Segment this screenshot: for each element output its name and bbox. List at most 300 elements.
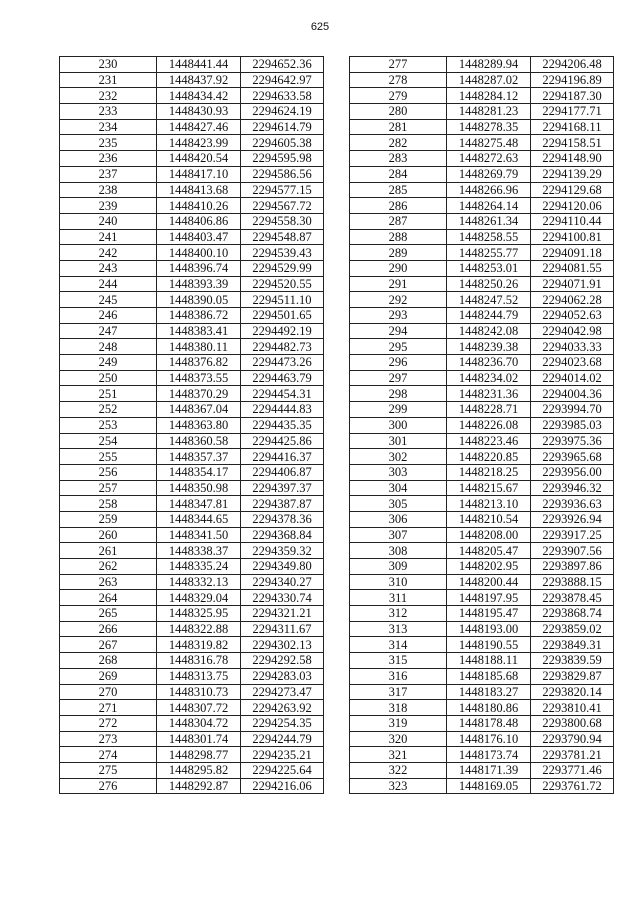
y-coordinate-cell: 2294302.13 (241, 637, 324, 653)
y-coordinate-cell: 2294548.87 (241, 229, 324, 245)
table-row (350, 464, 614, 480)
x-coordinate-cell: 1448210.54 (447, 511, 531, 527)
point-number-cell: 262 (60, 559, 157, 575)
point-number-cell: 305 (350, 496, 447, 512)
y-coordinate-cell: 2294244.79 (241, 731, 324, 747)
x-coordinate-cell: 1448188.11 (447, 653, 531, 669)
y-coordinate-cell: 2293888.15 (531, 574, 614, 590)
x-coordinate-cell: 1448434.42 (157, 88, 241, 104)
point-number-cell: 266 (60, 621, 157, 637)
table-row (350, 213, 614, 229)
x-coordinate-cell: 1448264.14 (447, 198, 531, 214)
y-coordinate-cell: 2294595.98 (241, 151, 324, 167)
point-number-cell: 265 (60, 606, 157, 622)
y-coordinate-cell: 2293956.00 (531, 464, 614, 480)
x-coordinate-cell: 1448197.95 (447, 590, 531, 606)
table-row (60, 135, 324, 151)
table-row (350, 308, 614, 324)
x-coordinate-cell: 1448322.88 (157, 621, 241, 637)
y-coordinate-cell: 2293761.72 (531, 778, 614, 794)
y-coordinate-cell: 2294235.21 (241, 747, 324, 763)
table-row (60, 700, 324, 716)
y-coordinate-cell: 2294633.58 (241, 88, 324, 104)
point-number-cell: 323 (350, 778, 447, 794)
point-number-cell: 290 (350, 260, 447, 276)
table-row (350, 370, 614, 386)
table-row (350, 668, 614, 684)
x-coordinate-cell: 1448253.01 (447, 260, 531, 276)
point-number-cell: 234 (60, 119, 157, 135)
table-row (350, 606, 614, 622)
y-coordinate-cell: 2294586.56 (241, 166, 324, 182)
x-coordinate-cell: 1448193.00 (447, 621, 531, 637)
x-coordinate-cell: 1448304.72 (157, 715, 241, 731)
y-coordinate-cell: 2294110.44 (531, 213, 614, 229)
y-coordinate-cell: 2294292.58 (241, 653, 324, 669)
y-coordinate-cell: 2294529.99 (241, 260, 324, 276)
table-row (350, 715, 614, 731)
x-coordinate-cell: 1448307.72 (157, 700, 241, 716)
x-coordinate-cell: 1448301.74 (157, 731, 241, 747)
y-coordinate-cell: 2294463.79 (241, 370, 324, 386)
y-coordinate-cell: 2293800.68 (531, 715, 614, 731)
y-coordinate-cell: 2294359.32 (241, 543, 324, 559)
point-number-cell: 231 (60, 72, 157, 88)
table-row (60, 574, 324, 590)
table-row (350, 417, 614, 433)
y-coordinate-cell: 2294177.71 (531, 104, 614, 120)
point-number-cell: 264 (60, 590, 157, 606)
x-coordinate-cell: 1448287.02 (447, 72, 531, 88)
point-number-cell: 277 (350, 57, 447, 73)
point-number-cell: 318 (350, 700, 447, 716)
y-coordinate-cell: 2294158.51 (531, 135, 614, 151)
x-coordinate-cell: 1448292.87 (157, 778, 241, 794)
y-coordinate-cell: 2294387.87 (241, 496, 324, 512)
x-coordinate-cell: 1448316.78 (157, 653, 241, 669)
table-row (350, 166, 614, 182)
table-row (350, 590, 614, 606)
point-number-cell: 248 (60, 339, 157, 355)
y-coordinate-cell: 2293781.21 (531, 747, 614, 763)
table-row (350, 119, 614, 135)
table-row (60, 684, 324, 700)
table-row (350, 762, 614, 778)
y-coordinate-cell: 2293975.36 (531, 433, 614, 449)
y-coordinate-cell: 2294254.35 (241, 715, 324, 731)
y-coordinate-cell: 2294605.38 (241, 135, 324, 151)
x-coordinate-cell: 1448441.44 (157, 57, 241, 73)
x-coordinate-cell: 1448310.73 (157, 684, 241, 700)
x-coordinate-cell: 1448427.46 (157, 119, 241, 135)
table-row (350, 182, 614, 198)
point-number-cell: 312 (350, 606, 447, 622)
table-row (60, 198, 324, 214)
y-coordinate-cell: 2294368.84 (241, 527, 324, 543)
x-coordinate-cell: 1448200.44 (447, 574, 531, 590)
x-coordinate-cell: 1448357.37 (157, 449, 241, 465)
y-coordinate-cell: 2293771.46 (531, 762, 614, 778)
y-coordinate-cell: 2293810.41 (531, 700, 614, 716)
table-row (350, 480, 614, 496)
point-number-cell: 261 (60, 543, 157, 559)
y-coordinate-cell: 2294614.79 (241, 119, 324, 135)
y-coordinate-cell: 2294129.68 (531, 182, 614, 198)
y-coordinate-cell: 2294120.06 (531, 198, 614, 214)
table-row (350, 151, 614, 167)
x-coordinate-cell: 1448208.00 (447, 527, 531, 543)
x-coordinate-cell: 1448215.67 (447, 480, 531, 496)
table-body (350, 57, 614, 794)
y-coordinate-cell: 2293965.68 (531, 449, 614, 465)
point-number-cell: 320 (350, 731, 447, 747)
point-number-cell: 282 (350, 135, 447, 151)
y-coordinate-cell: 2294100.81 (531, 229, 614, 245)
x-coordinate-cell: 1448400.10 (157, 245, 241, 261)
table-row (350, 433, 614, 449)
x-coordinate-cell: 1448173.74 (447, 747, 531, 763)
x-coordinate-cell: 1448370.29 (157, 386, 241, 402)
y-coordinate-cell: 2294033.33 (531, 339, 614, 355)
x-coordinate-cell: 1448413.68 (157, 182, 241, 198)
table-row (350, 386, 614, 402)
x-coordinate-cell: 1448275.48 (447, 135, 531, 151)
y-coordinate-cell: 2293878.45 (531, 590, 614, 606)
table-row (350, 700, 614, 716)
table-row (350, 135, 614, 151)
point-number-cell: 245 (60, 292, 157, 308)
point-number-cell: 319 (350, 715, 447, 731)
point-number-cell: 279 (350, 88, 447, 104)
point-number-cell: 289 (350, 245, 447, 261)
y-coordinate-cell: 2294148.90 (531, 151, 614, 167)
point-number-cell: 299 (350, 402, 447, 418)
point-number-cell: 308 (350, 543, 447, 559)
table-row (60, 323, 324, 339)
table-row (60, 276, 324, 292)
table-row (60, 386, 324, 402)
point-number-cell: 274 (60, 747, 157, 763)
y-coordinate-cell: 2294225.64 (241, 762, 324, 778)
x-coordinate-cell: 1448417.10 (157, 166, 241, 182)
x-coordinate-cell: 1448406.86 (157, 213, 241, 229)
table-row (60, 762, 324, 778)
y-coordinate-cell: 2293868.74 (531, 606, 614, 622)
x-coordinate-cell: 1448295.82 (157, 762, 241, 778)
point-number-cell: 254 (60, 433, 157, 449)
x-coordinate-cell: 1448236.70 (447, 355, 531, 371)
x-coordinate-cell: 1448420.54 (157, 151, 241, 167)
table-row (350, 260, 614, 276)
point-number-cell: 314 (350, 637, 447, 653)
coordinates-table-left (59, 56, 324, 794)
table-row (60, 511, 324, 527)
x-coordinate-cell: 1448430.93 (157, 104, 241, 120)
x-coordinate-cell: 1448247.52 (447, 292, 531, 308)
table-row (60, 72, 324, 88)
point-number-cell: 310 (350, 574, 447, 590)
point-number-cell: 269 (60, 668, 157, 684)
table-row (60, 308, 324, 324)
point-number-cell: 309 (350, 559, 447, 575)
y-coordinate-cell: 2294652.36 (241, 57, 324, 73)
table-row (60, 88, 324, 104)
point-number-cell: 286 (350, 198, 447, 214)
y-coordinate-cell: 2293859.02 (531, 621, 614, 637)
x-coordinate-cell: 1448261.34 (447, 213, 531, 229)
point-number-cell: 256 (60, 464, 157, 480)
y-coordinate-cell: 2294196.89 (531, 72, 614, 88)
point-number-cell: 250 (60, 370, 157, 386)
table-row (60, 339, 324, 355)
x-coordinate-cell: 1448386.72 (157, 308, 241, 324)
point-number-cell: 275 (60, 762, 157, 778)
table-row (60, 433, 324, 449)
point-number-cell: 322 (350, 762, 447, 778)
table-row (350, 355, 614, 371)
x-coordinate-cell: 1448231.36 (447, 386, 531, 402)
y-coordinate-cell: 2293820.14 (531, 684, 614, 700)
x-coordinate-cell: 1448289.94 (447, 57, 531, 73)
x-coordinate-cell: 1448169.05 (447, 778, 531, 794)
table-row (60, 527, 324, 543)
table-row (60, 543, 324, 559)
table-row (350, 511, 614, 527)
x-coordinate-cell: 1448205.47 (447, 543, 531, 559)
point-number-cell: 271 (60, 700, 157, 716)
point-number-cell: 242 (60, 245, 157, 261)
x-coordinate-cell: 1448390.05 (157, 292, 241, 308)
y-coordinate-cell: 2294406.87 (241, 464, 324, 480)
x-coordinate-cell: 1448376.82 (157, 355, 241, 371)
point-number-cell: 233 (60, 104, 157, 120)
x-coordinate-cell: 1448178.48 (447, 715, 531, 731)
point-number-cell: 301 (350, 433, 447, 449)
point-number-cell: 246 (60, 308, 157, 324)
x-coordinate-cell: 1448437.92 (157, 72, 241, 88)
point-number-cell: 273 (60, 731, 157, 747)
x-coordinate-cell: 1448234.02 (447, 370, 531, 386)
point-number-cell: 317 (350, 684, 447, 700)
point-number-cell: 244 (60, 276, 157, 292)
point-number-cell: 270 (60, 684, 157, 700)
x-coordinate-cell: 1448396.74 (157, 260, 241, 276)
y-coordinate-cell: 2293829.87 (531, 668, 614, 684)
y-coordinate-cell: 2294071.91 (531, 276, 614, 292)
y-coordinate-cell: 2294642.97 (241, 72, 324, 88)
table-row (60, 57, 324, 73)
table-row (60, 653, 324, 669)
y-coordinate-cell: 2294349.80 (241, 559, 324, 575)
point-number-cell: 240 (60, 213, 157, 229)
table-row (60, 778, 324, 794)
point-number-cell: 267 (60, 637, 157, 653)
x-coordinate-cell: 1448171.39 (447, 762, 531, 778)
table-row (350, 449, 614, 465)
point-number-cell: 307 (350, 527, 447, 543)
table-row (60, 245, 324, 261)
y-coordinate-cell: 2294062.28 (531, 292, 614, 308)
table-row (350, 402, 614, 418)
y-coordinate-cell: 2294577.15 (241, 182, 324, 198)
y-coordinate-cell: 2294520.55 (241, 276, 324, 292)
table-row (60, 496, 324, 512)
point-number-cell: 247 (60, 323, 157, 339)
table-row (350, 104, 614, 120)
table-row (60, 590, 324, 606)
y-coordinate-cell: 2294501.65 (241, 308, 324, 324)
y-coordinate-cell: 2294397.37 (241, 480, 324, 496)
point-number-cell: 268 (60, 653, 157, 669)
point-number-cell: 252 (60, 402, 157, 418)
y-coordinate-cell: 2294330.74 (241, 590, 324, 606)
point-number-cell: 297 (350, 370, 447, 386)
x-coordinate-cell: 1448281.23 (447, 104, 531, 120)
table-row (350, 72, 614, 88)
y-coordinate-cell: 2294091.18 (531, 245, 614, 261)
y-coordinate-cell: 2293917.25 (531, 527, 614, 543)
table-row (350, 559, 614, 575)
table-row (60, 715, 324, 731)
x-coordinate-cell: 1448350.98 (157, 480, 241, 496)
point-number-cell: 295 (350, 339, 447, 355)
point-number-cell: 285 (350, 182, 447, 198)
point-number-cell: 243 (60, 260, 157, 276)
y-coordinate-cell: 2294340.27 (241, 574, 324, 590)
table-row (60, 370, 324, 386)
x-coordinate-cell: 1448244.79 (447, 308, 531, 324)
x-coordinate-cell: 1448373.55 (157, 370, 241, 386)
x-coordinate-cell: 1448190.55 (447, 637, 531, 653)
y-coordinate-cell: 2293790.94 (531, 731, 614, 747)
x-coordinate-cell: 1448298.77 (157, 747, 241, 763)
y-coordinate-cell: 2293994.70 (531, 402, 614, 418)
y-coordinate-cell: 2294216.06 (241, 778, 324, 794)
x-coordinate-cell: 1448393.39 (157, 276, 241, 292)
y-coordinate-cell: 2293907.56 (531, 543, 614, 559)
table-row (60, 480, 324, 496)
y-coordinate-cell: 2294321.21 (241, 606, 324, 622)
point-number-cell: 283 (350, 151, 447, 167)
table-row (60, 213, 324, 229)
x-coordinate-cell: 1448313.75 (157, 668, 241, 684)
point-number-cell: 235 (60, 135, 157, 151)
table-row (60, 731, 324, 747)
y-coordinate-cell: 2294444.83 (241, 402, 324, 418)
y-coordinate-cell: 2294273.47 (241, 684, 324, 700)
table-row (60, 559, 324, 575)
x-coordinate-cell: 1448329.04 (157, 590, 241, 606)
point-number-cell: 237 (60, 166, 157, 182)
x-coordinate-cell: 1448354.17 (157, 464, 241, 480)
y-coordinate-cell: 2294435.35 (241, 417, 324, 433)
x-coordinate-cell: 1448338.37 (157, 543, 241, 559)
y-coordinate-cell: 2294482.73 (241, 339, 324, 355)
y-coordinate-cell: 2294492.19 (241, 323, 324, 339)
y-coordinate-cell: 2294539.43 (241, 245, 324, 261)
y-coordinate-cell: 2294139.29 (531, 166, 614, 182)
table-row (60, 747, 324, 763)
table-row (60, 637, 324, 653)
point-number-cell: 278 (350, 72, 447, 88)
table-row (350, 543, 614, 559)
y-coordinate-cell: 2294378.36 (241, 511, 324, 527)
x-coordinate-cell: 1448363.80 (157, 417, 241, 433)
point-number-cell: 294 (350, 323, 447, 339)
x-coordinate-cell: 1448383.41 (157, 323, 241, 339)
x-coordinate-cell: 1448269.79 (447, 166, 531, 182)
table-row (60, 606, 324, 622)
table-row (60, 151, 324, 167)
point-number-cell: 255 (60, 449, 157, 465)
point-number-cell: 311 (350, 590, 447, 606)
x-coordinate-cell: 1448195.47 (447, 606, 531, 622)
point-number-cell: 272 (60, 715, 157, 731)
y-coordinate-cell: 2294014.02 (531, 370, 614, 386)
table-row (350, 496, 614, 512)
table-row (60, 182, 324, 198)
y-coordinate-cell: 2294511.10 (241, 292, 324, 308)
point-number-cell: 258 (60, 496, 157, 512)
table-row (60, 292, 324, 308)
table-row (350, 57, 614, 73)
x-coordinate-cell: 1448332.13 (157, 574, 241, 590)
x-coordinate-cell: 1448360.58 (157, 433, 241, 449)
x-coordinate-cell: 1448180.86 (447, 700, 531, 716)
point-number-cell: 287 (350, 213, 447, 229)
x-coordinate-cell: 1448226.08 (447, 417, 531, 433)
x-coordinate-cell: 1448213.10 (447, 496, 531, 512)
table-row (60, 621, 324, 637)
table-row (350, 245, 614, 261)
table-body (60, 57, 324, 794)
x-coordinate-cell: 1448250.26 (447, 276, 531, 292)
table-row (60, 166, 324, 182)
x-coordinate-cell: 1448341.50 (157, 527, 241, 543)
table-row (350, 621, 614, 637)
x-coordinate-cell: 1448367.04 (157, 402, 241, 418)
point-number-cell: 263 (60, 574, 157, 590)
y-coordinate-cell: 2294263.92 (241, 700, 324, 716)
point-number-cell: 239 (60, 198, 157, 214)
point-number-cell: 306 (350, 511, 447, 527)
y-coordinate-cell: 2293946.32 (531, 480, 614, 496)
x-coordinate-cell: 1448223.46 (447, 433, 531, 449)
table-row (350, 527, 614, 543)
x-coordinate-cell: 1448176.10 (447, 731, 531, 747)
page-number: 625 (310, 21, 330, 33)
table-row (350, 731, 614, 747)
point-number-cell: 300 (350, 417, 447, 433)
table-row (60, 402, 324, 418)
point-number-cell: 288 (350, 229, 447, 245)
point-number-cell: 291 (350, 276, 447, 292)
y-coordinate-cell: 2293936.63 (531, 496, 614, 512)
point-number-cell: 292 (350, 292, 447, 308)
x-coordinate-cell: 1448380.11 (157, 339, 241, 355)
table-row (350, 292, 614, 308)
table-row (350, 229, 614, 245)
y-coordinate-cell: 2294283.03 (241, 668, 324, 684)
point-number-cell: 280 (350, 104, 447, 120)
y-coordinate-cell: 2293897.86 (531, 559, 614, 575)
table-row (350, 198, 614, 214)
x-coordinate-cell: 1448347.81 (157, 496, 241, 512)
x-coordinate-cell: 1448423.99 (157, 135, 241, 151)
y-coordinate-cell: 2294558.30 (241, 213, 324, 229)
point-number-cell: 232 (60, 88, 157, 104)
y-coordinate-cell: 2294567.72 (241, 198, 324, 214)
